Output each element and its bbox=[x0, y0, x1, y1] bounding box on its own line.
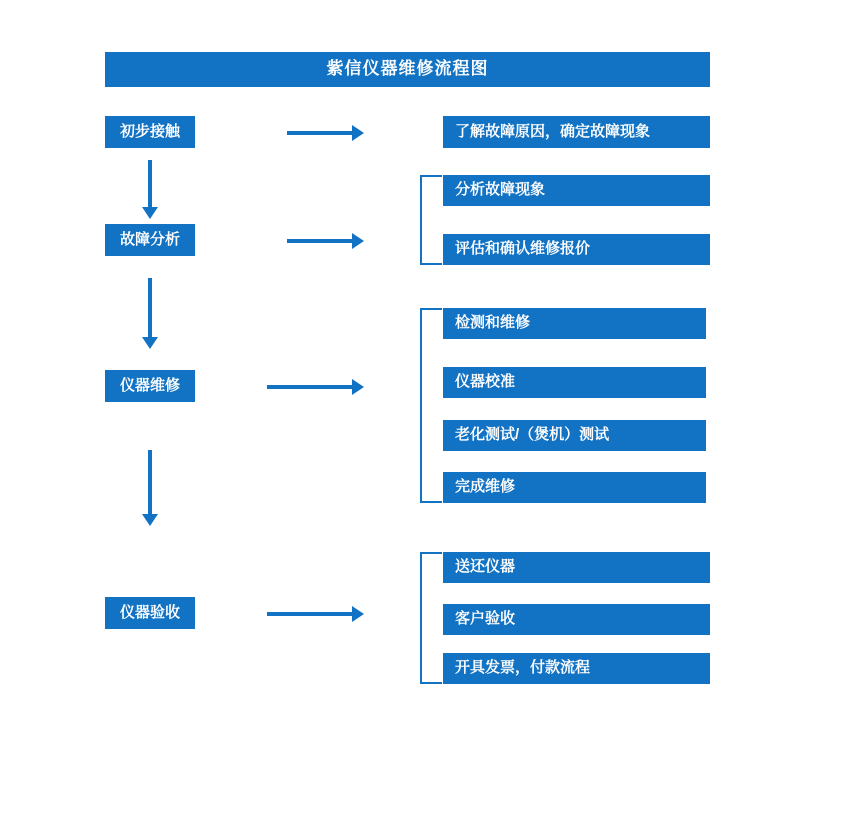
arrow-right-stage2-icon bbox=[287, 239, 353, 243]
stage-box-instrument-repair: 仪器维修 bbox=[105, 370, 195, 402]
arrow-right-stage4-icon bbox=[267, 612, 353, 616]
arrow-down-1-icon bbox=[148, 160, 152, 208]
flowchart-title: 紫信仪器维修流程图 bbox=[105, 52, 710, 87]
arrow-right-stage1-icon bbox=[287, 131, 353, 135]
stage-box-acceptance: 仪器验收 bbox=[105, 597, 195, 629]
detail-box-s3-2: 仪器校准 bbox=[443, 367, 706, 398]
detail-box-s4-1: 送还仪器 bbox=[443, 552, 710, 583]
arrow-down-2-icon bbox=[148, 278, 152, 338]
bracket-stage4 bbox=[420, 552, 442, 684]
detail-box-s3-3: 老化测试/（煲机）测试 bbox=[443, 420, 706, 451]
stage-box-initial-contact: 初步接触 bbox=[105, 116, 195, 148]
detail-box-s1-1: 了解故障原因，确定故障现象 bbox=[443, 116, 710, 148]
detail-box-s3-4: 完成维修 bbox=[443, 472, 706, 503]
detail-box-s2-1: 分析故障现象 bbox=[443, 175, 710, 206]
detail-box-s2-2: 评估和确认维修报价 bbox=[443, 234, 710, 265]
detail-box-s4-3: 开具发票，付款流程 bbox=[443, 653, 710, 684]
arrow-right-stage3-icon bbox=[267, 385, 353, 389]
stage-box-fault-analysis: 故障分析 bbox=[105, 224, 195, 256]
detail-box-s4-2: 客户验收 bbox=[443, 604, 710, 635]
arrow-down-3-icon bbox=[148, 450, 152, 515]
bracket-stage3 bbox=[420, 308, 442, 503]
detail-box-s3-1: 检测和维修 bbox=[443, 308, 706, 339]
bracket-stage2 bbox=[420, 175, 442, 265]
